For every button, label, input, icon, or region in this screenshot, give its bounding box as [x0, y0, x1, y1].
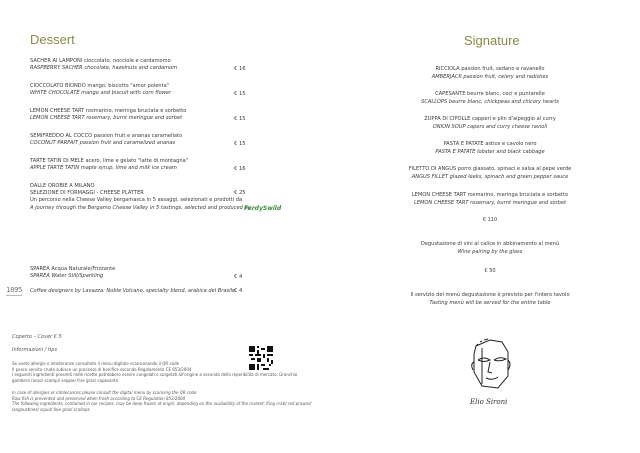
tasting-menu-price: € 110: [482, 217, 498, 223]
ferdy-logo: FerdySwild: [244, 205, 282, 212]
cheese-platter: DALLE OROBIE A MILANO SELEZIONE DI FORMAGGI - CHEESE PLATTER Un percorso nella Cheese Valley bergamasca in 5 assaggi, selezionati e prodotti da A journey through the Bergamo Cheese Valley in 5 tastings, selected and produced by: [30, 183, 251, 211]
coffee-item: Coffee designers by Lavazza: Noble Volcano, specialty blend, arabica del Brasile: [30, 288, 236, 294]
signature-item: FILETTO DI ANGUS porro glassato, spinaci e salsa al pepe verde ANGUS FILLET glazed leeks, spinach and green pepper sauce: [408, 166, 572, 180]
water-price: € 4: [234, 274, 243, 280]
signature-title: Signature: [464, 33, 520, 48]
dessert-price: € 15: [234, 91, 246, 97]
table-note: Il servizio del menù degustazione è previsto per l'intero tavolo Tasting menù will be served for the entire table: [410, 292, 570, 306]
dessert-title: Dessert: [30, 32, 75, 47]
dessert-price: € 16: [234, 66, 246, 72]
info-title: Informazioni / tips: [12, 347, 58, 353]
signature-item: CAPESANTE beurre blanc, ceci e puntarelle SCALLOPS beurre blanc, chickpeas and chicory hearts: [421, 91, 559, 105]
coffee-price: € 4: [234, 288, 243, 294]
signature-item: ZUPPA DI CIPOLLE capperi e plin d'alpeggio al curry ONION SOUP capers and curry cheese ravioli: [424, 116, 556, 130]
chef-portrait-drawing: [468, 336, 518, 396]
signature-item: RICCIOLA passion fruit, sedano e ravanello AMBERJACK passion fruit, celery and radishes: [431, 66, 549, 80]
signature-item: PASTA E PATATE astice e cavolo nero PASTA E PATATE lobster and black cabbage: [435, 141, 545, 155]
info-it: Se avete allergie o intolleranze consultate il menu digitale scansionando il QR code Il pesce servito crudo subisce un processo di bonifica secondo Regolamento CE 853/2004 I seguenti ingredienti presenti nelle ricette potrebbero essere congelati o surgelati all'origine a seconda della reperibilità di mercato: Granchio gambero rosso/ scampi/ seppie/ frse gras/ capesante: [12, 361, 298, 383]
water-item: SPAREA Acqua Naturale/Frizzante SPAREA Water Still/Sparkling: [30, 266, 116, 280]
qr-code[interactable]: [249, 346, 273, 370]
dessert-item: SACHER AI LAMPONI cioccolato, nocciole e cardamomo RASPBERRY SACHER chocolate, hazelnuts and cardamom: [30, 58, 178, 72]
dessert-price: € 16: [234, 166, 246, 172]
dessert-price: € 15: [234, 116, 246, 122]
cover-charge: Coperto – Cover € 5: [12, 334, 62, 340]
wine-pairing-price: € 50: [484, 268, 496, 274]
wine-pairing: Degustazione di vini al calice in abbinamento al menù Wine pairing by the glass: [420, 241, 560, 255]
cheese-price: € 25: [234, 190, 246, 196]
signature-item: LEMON CHEESE TART rosmarino, meringa bruciata e sorbetto LEMON CHEESE TART rosemary, burnt meringue and sorbet: [411, 192, 569, 206]
lavazza-1895-logo: 1895: [6, 286, 22, 294]
dessert-price: € 15: [234, 141, 246, 147]
dessert-item: SEMIFREDDO AL COCCO passion fruit e ananas caramellato COCONUT PARFAIT passion fruit and caramelized ananas: [30, 133, 183, 147]
dessert-item: CIOCCOLATO BIONDO mango, biscotto "amor polenta" WHITE CHOCOLATE mango and biscuit with corn flower: [30, 83, 172, 97]
info-en: In case of allergies or intolerances please consult the digital menu by scanning the QR code Raw fish is prevented and preserved when fresh according to CE Regulation 853/2004 The following ingredients, contained in our recipes, may be deep frozen at origin, depending on the availability of the market: King crab/ red prawns/ langoustines/ squid/ foie gras/ scallops: [12, 390, 312, 412]
chef-signature: Elio Sironi: [470, 398, 508, 406]
dessert-item: TARTE TATIN DI MELE acero, lime e gelato "latte di montagna" APPLE TARTE TATIN maple syrup, lime and milk ice cream: [30, 158, 189, 172]
dessert-item: LEMON CHEESE TART rosmarino, meringa bruciata e sorbetto LEMON CHEESE TART rosemary, burnt meringue and sorbet: [30, 108, 187, 122]
